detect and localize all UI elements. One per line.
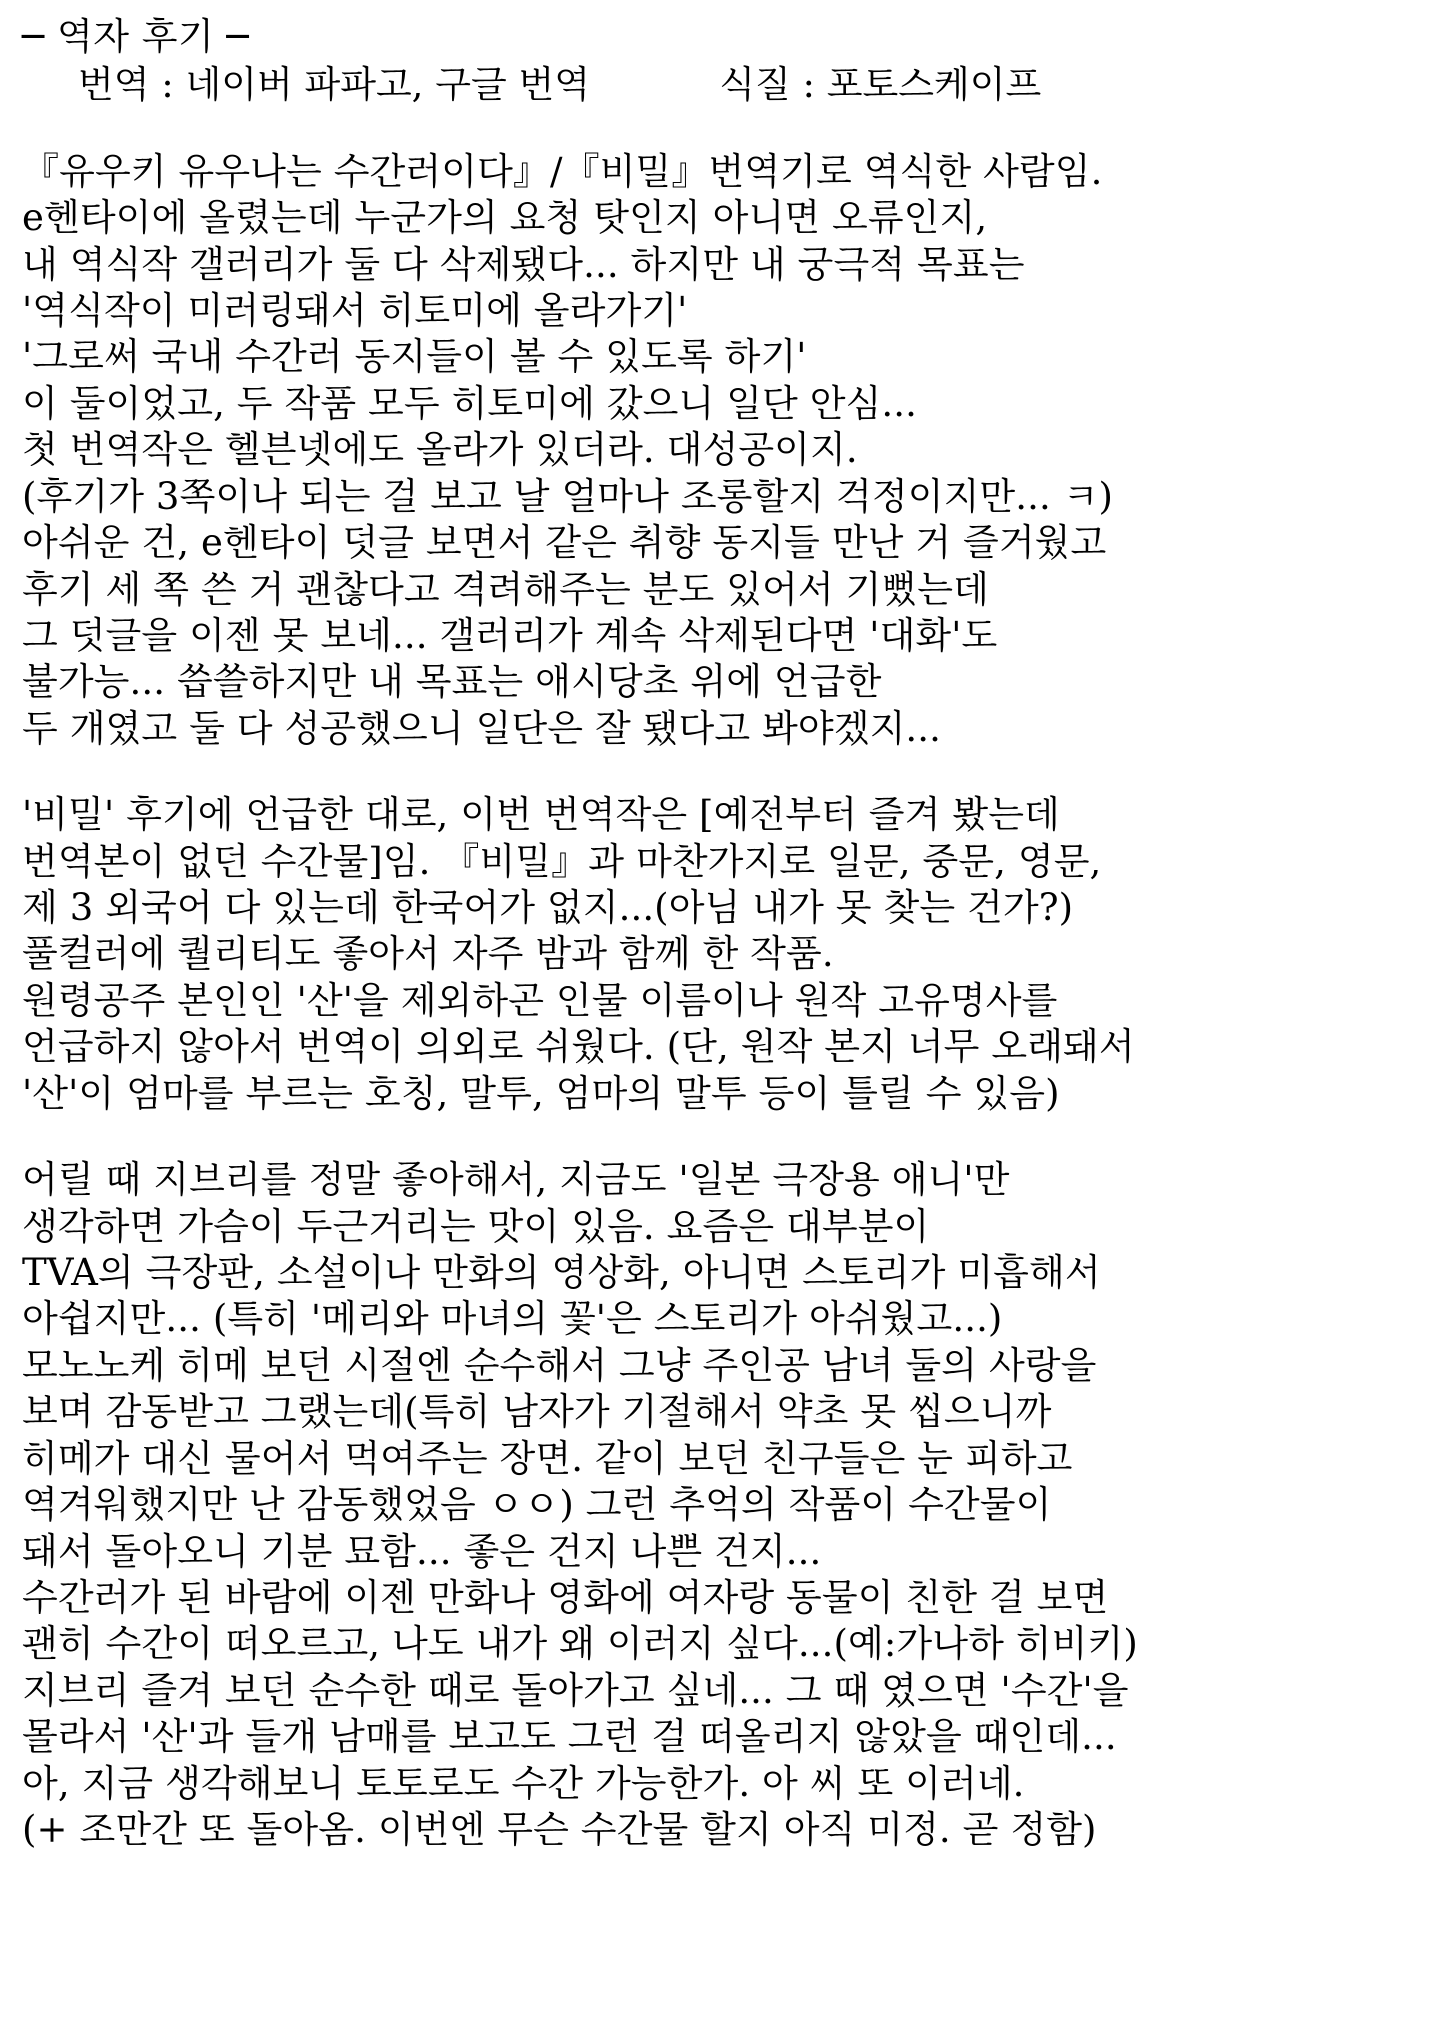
text-line: '역식작이 미러링돼서 히토미에 올라가기' (22, 288, 688, 332)
text-line: (+ 조만간 또 돌아옴. 이번엔 무슨 수간물 할지 아직 미정. 곧 정함) (22, 1808, 1097, 1852)
text-line: 몰라서 '산'과 들개 남매를 보고도 그런 걸 떠올리지 않았을 때인데... (22, 1715, 1117, 1759)
text-line: '그로써 국내 수간러 동지들이 볼 수 있도록 하기' (22, 335, 807, 379)
text-line: 아, 지금 생각해보니 토토로도 수간 가능한가. 아 씨 또 이러네. (22, 1761, 1025, 1805)
text-line: 생각하면 가슴이 두근거리는 맛이 있음. 요즘은 대부분이 (22, 1204, 930, 1248)
text-line: TVA의 극장판, 소설이나 만화의 영상화, 아니면 스토리가 미흡해서 (22, 1250, 1101, 1294)
translation-credits: 번역 : 네이버 파파고, 구글 번역 식질 : 포토스케이프 (78, 62, 1042, 106)
text-line: 불가능... 씁쓸하지만 내 목표는 애시당초 위에 언급한 (22, 660, 882, 704)
text-line: 제 3 외국어 다 있는데 한국어가 없지...(아님 내가 못 찾는 건가?) (22, 886, 1074, 930)
text-line: 언급하지 않아서 번역이 의외로 쉬웠다. (단, 원작 본지 너무 오래돼서 (22, 1025, 1135, 1069)
text-line: 역겨워했지만 난 감동했었음 ㅇㅇ) 그런 추억의 작품이 수간물이 (22, 1483, 1052, 1527)
spacer (22, 1117, 1411, 1157)
text-line: 이 둘이었고, 두 작품 모두 히토미에 갔으니 일단 안심... (22, 381, 918, 425)
text-line: 두 개였고 둘 다 성공했으니 일단은 잘 됐다고 봐야겠지... (22, 706, 941, 750)
text-line: 첫 번역작은 헬븐넷에도 올라가 있더라. 대성공이지. (22, 428, 858, 472)
text-line: 돼서 돌아오니 기분 묘함... 좋은 건지 나쁜 건지... (22, 1529, 822, 1573)
spacer (22, 752, 1411, 792)
paragraph-3 (22, 1157, 1411, 1853)
text-line: 원령공주 본인인 '산'을 제외하곤 인물 이름이나 원작 고유명사를 (22, 978, 1058, 1022)
text-line: 번역본이 없던 수간물]임. 『비밀』과 마찬가지로 일문, 중문, 영문, (22, 839, 1102, 883)
text-line: 어릴 때 지브리를 정말 좋아해서, 지금도 '일본 극장용 애니'만 (22, 1158, 1010, 1202)
text-line: 아쉽지만... (특히 '메리와 마녀의 꽃'은 스토리가 아쉬웠고...) (22, 1297, 1003, 1341)
text-line: '산'이 엄마를 부르는 호칭, 말투, 엄마의 말투 등이 틀릴 수 있음) (22, 1071, 1060, 1115)
paragraph-1 (22, 149, 1411, 752)
text-line: '비밀' 후기에 언급한 대로, 이번 번역작은 [예전부터 즐겨 봤는데 (22, 793, 1060, 837)
text-line: 수간러가 된 바람에 이젠 만화나 영화에 여자랑 동물이 친한 걸 보면 (22, 1575, 1109, 1619)
text-line: 아쉬운 건, e헨타이 덧글 보면서 같은 취향 동지들 만난 거 즐거웠고 (22, 521, 1107, 565)
text-line: 『유우키 유우나는 수간러이다』/『비밀』번역기로 역식한 사람임. (22, 149, 1103, 193)
spacer (22, 109, 1411, 149)
text-line: 보며 감동받고 그랬는데(특히 남자가 기절해서 약초 못 씹으니까 (22, 1390, 1052, 1434)
text-line: 그 덧글을 이젠 못 보네... 갤러리가 계속 삭제된다면 '대화'도 (22, 613, 998, 657)
document-title: ─ 역자 후기 ─ (22, 15, 250, 58)
text-line: 히메가 대신 물어서 먹여주는 장면. 같이 보던 친구들은 눈 피하고 (22, 1436, 1073, 1480)
text-line: 후기 세 쪽 쓴 거 괜찮다고 격려해주는 분도 있어서 기뻤는데 (22, 567, 989, 611)
text-line: 풀컬러에 퀄리티도 좋아서 자주 밤과 함께 한 작품. (22, 932, 834, 976)
text-line: 모노노케 히메 보던 시절엔 순수해서 그냥 주인공 남녀 둘의 사랑을 (22, 1343, 1097, 1387)
paragraph-2 (22, 792, 1411, 1117)
text-line: (후기가 3쪽이나 되는 걸 보고 날 얼마나 조롱할지 걱정이지만... ㅋ) (22, 474, 1114, 518)
text-line: e헨타이에 올렸는데 누군가의 요청 탓인지 아니면 오류인지, (22, 196, 988, 240)
text-line: 괜히 수간이 떠오르고, 나도 내가 왜 이러지 싶다...(예:가나하 히비키) (22, 1622, 1138, 1666)
text-line: 지브리 즐겨 보던 순수한 때로 돌아가고 싶네... 그 때 였으면 '수간'을 (22, 1668, 1129, 1712)
text-line: 내 역식작 갤러리가 둘 다 삭제됐다... 하지만 내 궁극적 목표는 (22, 242, 1025, 286)
